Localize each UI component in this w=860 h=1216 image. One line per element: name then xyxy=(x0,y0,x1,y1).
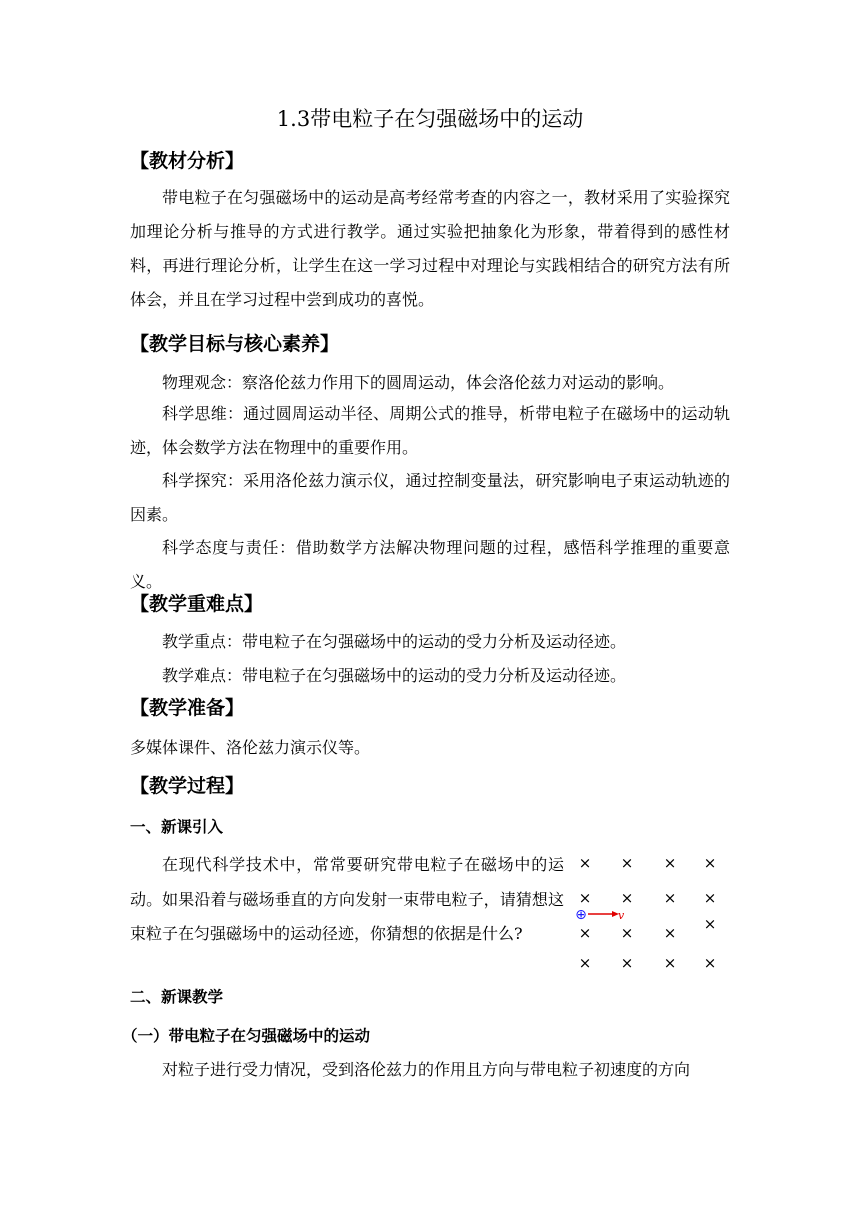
field-cross: × xyxy=(663,924,677,942)
field-cross: × xyxy=(703,915,717,933)
page-title: 1.3带电粒子在匀强磁场中的运动 xyxy=(276,107,584,131)
field-cross: × xyxy=(663,889,677,907)
part1-title: 一、新课引入 xyxy=(130,818,224,836)
field-cross: × xyxy=(663,854,677,872)
heading-goals: 【教学目标与核心素养】 xyxy=(130,333,340,355)
field-cross: × xyxy=(620,854,634,872)
field-cross: × xyxy=(578,954,592,972)
analysis-paragraph: 带电粒子在匀强磁场中的运动是高考经常考查的内容之一，教材采用了实验探究加理论分析与推导的方式进行教学。通过实验把抽象化为形象，带着得到的感性材料，再进行理论分析，让学生在这一学习过程中对理论与实践相结合的研究方法有所体会，并且在学习过程中尝到成功的喜悦。 xyxy=(130,188,730,309)
preparation-text: 多媒体课件、洛伦兹力演示仪等。 xyxy=(130,738,371,757)
heading-key-points: 【教学重难点】 xyxy=(130,593,264,615)
key-point: 教学重点：带电粒子在匀强磁场中的运动的受力分析及运动径迹。 xyxy=(162,632,627,651)
field-cross: × xyxy=(620,954,634,972)
heading-process: 【教学过程】 xyxy=(130,775,245,797)
particle-icon: ⊕ xyxy=(575,907,587,923)
field-cross: × xyxy=(620,889,634,907)
intro-paragraph: 在现代科学技术中，常常要研究带电粒子在磁场中的运动。如果沿着与磁场垂直的方向发射一束带电粒子，请猜想这束粒子在匀强磁场中的运动径迹，你猜想的依据是什么? xyxy=(130,855,564,943)
field-cross: × xyxy=(703,854,717,872)
field-cross: × xyxy=(620,924,634,942)
field-cross: × xyxy=(578,889,592,907)
goal-attitude: 科学态度与责任：借助数学方法解决物理问题的过程，感悟科学推理的重要意义。 xyxy=(130,538,730,591)
goal-physics: 物理观念：察洛伦兹力作用下的圆周运动，体会洛伦兹力对运动的影响。 xyxy=(162,373,675,392)
velocity-label: v xyxy=(618,909,625,922)
goal-thinking: 科学思维：通过圆周运动半径、周期公式的推导，析带电粒子在磁场中的运动轨迹，体会数学方法在物理中的重要作用。 xyxy=(130,404,730,457)
magnetic-field-figure xyxy=(568,846,738,976)
difficult-point: 教学难点：带电粒子在匀强磁场中的运动的受力分析及运动径迹。 xyxy=(162,666,627,685)
part2-title: 二、新课教学 xyxy=(130,988,224,1006)
sub1-title: （一）带电粒子在匀强磁场中的运动 xyxy=(122,1027,371,1045)
field-cross: × xyxy=(703,954,717,972)
field-cross: × xyxy=(578,854,592,872)
field-cross: × xyxy=(663,954,677,972)
goal-inquiry: 科学探究：采用洛伦兹力演示仪，通过控制变量法，研究影响电子束运动轨迹的因素。 xyxy=(130,471,730,524)
field-cross: × xyxy=(578,924,592,942)
heading-preparation: 【教学准备】 xyxy=(130,697,245,719)
sub1-paragraph: 对粒子进行受力情况，受到洛伦兹力的作用且方向与带电粒子初速度的方向 xyxy=(162,1060,691,1079)
heading-analysis: 【教材分析】 xyxy=(130,150,245,172)
field-cross: × xyxy=(703,889,717,907)
